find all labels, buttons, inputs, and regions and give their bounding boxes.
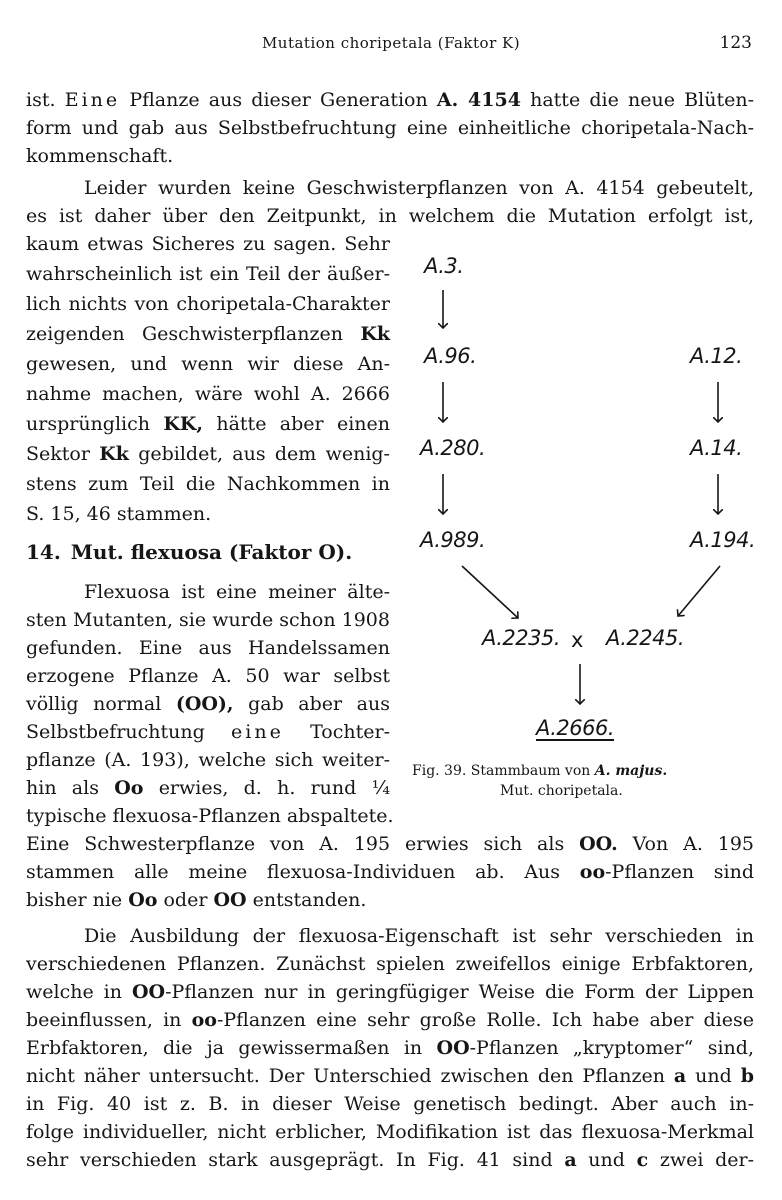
- page-number: 123: [719, 33, 752, 53]
- text-line: [26, 440, 390, 468]
- text-line: kaum etwas Sicheres zu sagen. Sehr: [26, 233, 390, 255]
- text-line: Leider wurden keine Geschwisterpflanzen von A. 4154 gebeutelt,: [84, 177, 754, 199]
- text-run: -Pflanzen eine sehr große Rolle. Ich habe aber diese: [216, 1009, 754, 1031]
- text-run: oder: [163, 889, 208, 911]
- bold-term: a: [673, 1065, 687, 1087]
- text-run: und: [588, 1149, 625, 1171]
- figure-caption-line: [412, 760, 667, 782]
- pedigree-node: A.96.: [424, 344, 477, 368]
- bold-term: a: [564, 1149, 577, 1171]
- bold-term: Kk: [360, 323, 391, 345]
- text-run: bisher nie: [26, 889, 123, 911]
- text-line: erzogene Pflanze A. 50 war selbst: [26, 665, 390, 687]
- pedigree-node: A.280.: [420, 436, 486, 460]
- bold-term: oo: [191, 1009, 217, 1031]
- text-run: hätte aber einen: [216, 413, 390, 435]
- text-run: nicht näher untersucht. Der Unterschied zwischen den Pflanzen: [26, 1065, 665, 1087]
- text-run: -Pflanzen nur in geringfügiger Weise die Form der Lippen: [165, 981, 754, 1003]
- text-line: [26, 86, 754, 114]
- bold-term: OO.: [579, 833, 618, 855]
- pedigree-node: A.14.: [690, 436, 743, 460]
- caption-species: A. majus.: [594, 763, 668, 779]
- text-run: zwei der-: [659, 1149, 755, 1171]
- text-line: kommenschaft.: [26, 145, 174, 167]
- text-line: [26, 1062, 754, 1090]
- section-heading: [26, 538, 390, 566]
- text-line: [26, 1146, 754, 1174]
- text-line: form und gab aus Selbstbefruchtung eine einheitliche choripetala-Nach-: [26, 117, 754, 139]
- text-line: [26, 978, 754, 1006]
- text-line: [26, 830, 754, 858]
- text-run: erwies, d. h. rund ¼: [158, 777, 390, 799]
- text-line: [26, 774, 390, 802]
- text-run: Pflanze aus dieser Generation: [129, 89, 428, 111]
- text-run: und: [695, 1065, 732, 1087]
- text-run: Tochter-: [310, 721, 391, 743]
- arrow-a989-a2235: [462, 566, 518, 618]
- text-run: hatte die neue Blüten-: [530, 89, 754, 111]
- spaced-word: Eine: [64, 89, 121, 111]
- text-line: sten Mutanten, sie wurde schon 1908: [26, 609, 390, 631]
- text-run: entstanden.: [252, 889, 367, 911]
- bold-term: Kk: [99, 443, 129, 465]
- figure-caption-line: Mut. choripetala.: [500, 783, 623, 799]
- pedigree-node: A.2235.: [482, 626, 561, 650]
- text-line: Flexuosa ist eine meiner älte-: [84, 581, 390, 603]
- text-line: pflanze (A. 193), welche sich weiter-: [26, 749, 390, 771]
- text-line: gefunden. Eine aus Handelssamen: [26, 637, 390, 659]
- text-line: wahrscheinlich ist ein Teil der äußer-: [26, 263, 390, 285]
- text-run: -Pflanzen sind: [605, 861, 754, 883]
- text-line: stens zum Teil die Nachkommen in: [26, 473, 390, 495]
- text-line: folge individueller, nicht erblicher, Modifikation ist das flexuosa-Merkmal: [26, 1121, 754, 1143]
- bold-term: oo: [579, 861, 606, 883]
- text-run: Selbstbefruchtung: [26, 721, 205, 743]
- text-line: S. 15, 46 stammen.: [26, 503, 212, 525]
- pedigree-node: A.194.: [690, 528, 756, 552]
- bold-term: A. 4154: [436, 89, 521, 111]
- text-run: stammen alle meine flexuosa-Individuen ab. Aus: [26, 861, 561, 883]
- bold-term: OO: [213, 889, 247, 911]
- text-line: [26, 320, 390, 348]
- bold-term: Oo: [114, 777, 144, 799]
- page-header: [0, 34, 782, 58]
- text-line: [26, 410, 390, 438]
- text-run: gebildet, aus dem wenig-: [138, 443, 390, 465]
- bold-term: c: [636, 1149, 649, 1171]
- text-run: Eine Schwesterpflanze von A. 195 erwies sich als: [26, 833, 565, 855]
- text-line: typische flexuosa-Pflanzen abspaltete.: [26, 805, 394, 827]
- text-run: Erbfaktoren, die ja gewissermaßen in: [26, 1037, 423, 1059]
- text-run: welche in: [26, 981, 122, 1003]
- cross-symbol: x: [571, 628, 583, 652]
- text-run: ursprünglich: [26, 413, 150, 435]
- text-line: gewesen, und wenn wir diese An-: [26, 353, 390, 375]
- text-line: verschiedenen Pflanzen. Zunächst spielen zweifellos einige Erbfaktoren,: [26, 953, 754, 975]
- running-title: Mutation choripetala (Faktor K): [261, 34, 521, 52]
- pedigree-node: A.12.: [690, 344, 743, 368]
- text-run: beeinflussen, in: [26, 1009, 182, 1031]
- arrow-a194-a2245: [678, 566, 720, 616]
- pedigree-result-node: A.2666.: [536, 716, 615, 740]
- text-run: gab aber aus: [248, 693, 390, 715]
- text-line: nahme machen, wäre wohl A. 2666: [26, 383, 390, 405]
- text-run: völlig normal: [26, 693, 162, 715]
- text-run: zeigenden Geschwisterpflanzen: [26, 323, 343, 345]
- text-run: Sektor: [26, 443, 90, 465]
- pedigree-node: A.2245.: [606, 626, 685, 650]
- text-run: -Pflanzen „kryptomer“ sind,: [469, 1037, 755, 1059]
- text-line: in Fig. 40 ist z. B. in dieser Weise genetisch bedingt. Aber auch in-: [26, 1093, 754, 1115]
- text-run: Von A. 195: [632, 833, 754, 855]
- bold-term: OO: [131, 981, 166, 1003]
- text-line: Die Ausbildung der flexuosa-Eigenschaft ist sehr verschieden in: [84, 925, 754, 947]
- bold-term: Oo: [128, 889, 158, 911]
- bold-term: b: [740, 1065, 754, 1087]
- pedigree-node: A.989.: [420, 528, 486, 552]
- spaced-word: eine: [231, 721, 284, 743]
- text-run: hin als: [26, 777, 99, 799]
- text-line: [26, 1034, 754, 1062]
- text-run: ist.: [26, 89, 56, 111]
- text-line: [26, 718, 390, 746]
- section-title: Mut. flexuosa (Faktor O).: [70, 540, 353, 564]
- text-line: [26, 1006, 754, 1034]
- text-line: [26, 858, 754, 886]
- pedigree-node: A.3.: [424, 254, 464, 278]
- section-number: 14.: [26, 540, 61, 564]
- text-line: lich nichts von choripetala-Charakter: [26, 293, 390, 315]
- text-line: [26, 886, 754, 914]
- caption-text: Fig. 39. Stammbaum von: [412, 763, 591, 779]
- text-line: es ist daher über den Zeitpunkt, in welchem die Mutation erfolgt ist,: [26, 205, 754, 227]
- text-run: sehr verschieden stark ausgeprägt. In Fig. 41 sind: [26, 1149, 553, 1171]
- bold-term: (OO),: [175, 693, 234, 715]
- bold-term: KK,: [163, 413, 203, 435]
- bold-term: OO: [436, 1037, 470, 1059]
- text-line: [26, 690, 390, 718]
